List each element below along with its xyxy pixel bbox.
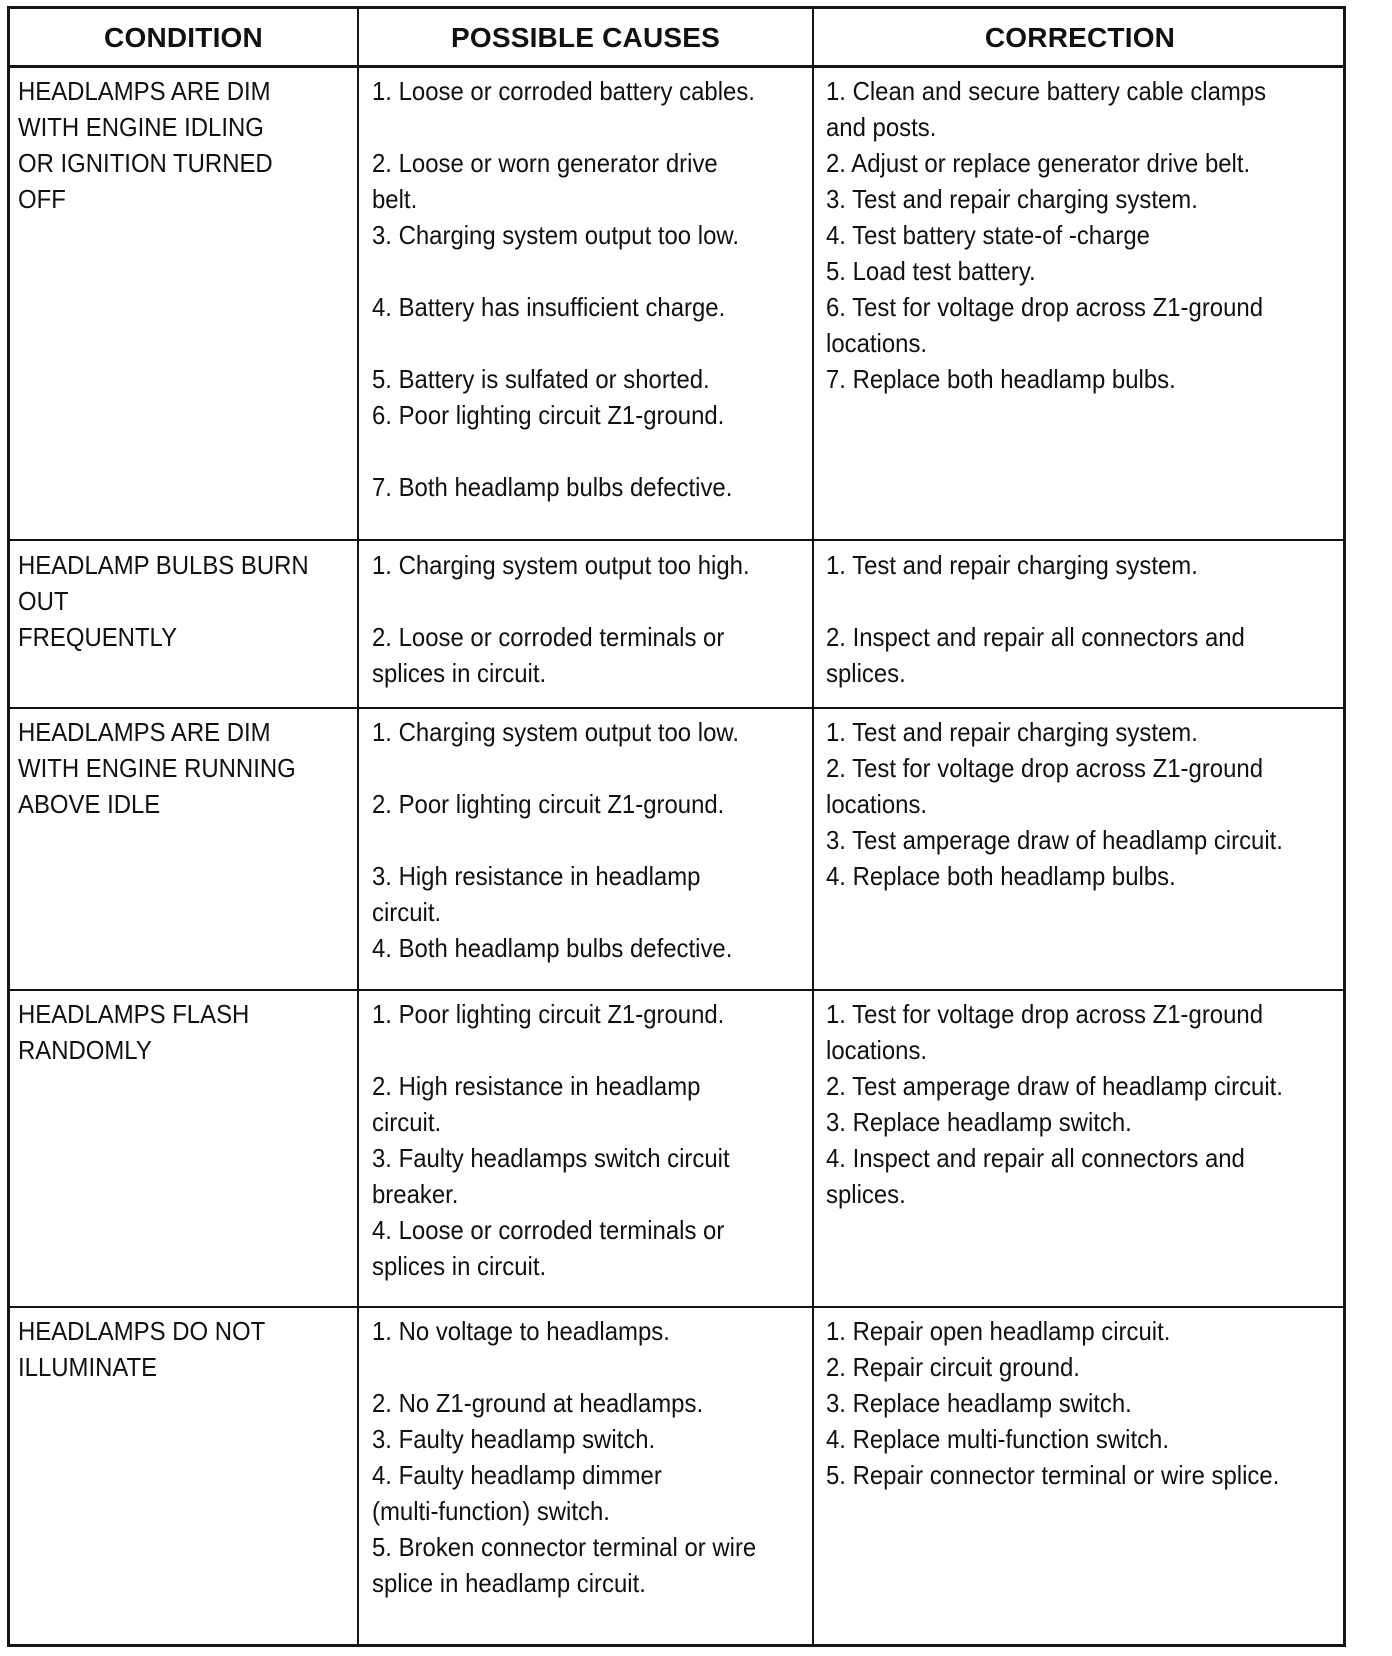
- condition-line: OUT: [18, 586, 69, 616]
- row-divider: [10, 1306, 1343, 1308]
- correction-line: 1. Repair open headlamp circuit.: [826, 1316, 1171, 1346]
- condition-line: HEADLAMPS DO NOT: [18, 1316, 266, 1346]
- causes-line: 2. Poor lighting circuit Z1-ground.: [372, 789, 725, 819]
- condition-line: WITH ENGINE IDLING: [18, 112, 264, 142]
- row-divider: [10, 989, 1343, 991]
- correction-line: locations.: [826, 1035, 928, 1065]
- causes-line: 5. Battery is sulfated or shorted.: [372, 364, 710, 394]
- diagnosis-table: [7, 6, 1346, 1647]
- causes-line: (multi-function) switch.: [372, 1496, 610, 1526]
- correction-line: 1. Clean and secure battery cable clamps: [826, 76, 1267, 106]
- causes-line: breaker.: [372, 1179, 459, 1209]
- condition-line: FREQUENTLY: [18, 622, 178, 652]
- causes-line: 4. Both headlamp bulbs defective.: [372, 933, 733, 963]
- header-condition: CONDITION: [104, 22, 263, 53]
- causes-line: splice in headlamp circuit.: [372, 1568, 646, 1598]
- correction-line: 3. Replace headlamp switch.: [826, 1388, 1132, 1418]
- column-divider: [357, 9, 359, 1644]
- condition-cell: [18, 714, 296, 822]
- causes-line: splices in circuit.: [372, 1251, 547, 1281]
- causes-line: [372, 109, 755, 145]
- correction-line: locations.: [826, 789, 928, 819]
- causes-line: 7. Both headlamp bulbs defective.: [372, 472, 733, 502]
- condition-line: RANDOMLY: [18, 1035, 152, 1065]
- causes-line: 3. High resistance in headlamp: [372, 861, 701, 891]
- correction-line: splices.: [826, 1179, 906, 1209]
- correction-line: 3. Replace headlamp switch.: [826, 1107, 1132, 1137]
- condition-line: HEADLAMPS ARE DIM: [18, 76, 271, 106]
- correction-cell: [826, 547, 1245, 691]
- condition-line: HEADLAMP BULBS BURN: [18, 550, 309, 580]
- condition-line: ILLUMINATE: [18, 1352, 158, 1382]
- condition-cell: [18, 73, 273, 217]
- causes-line: 6. Poor lighting circuit Z1-ground.: [372, 400, 725, 430]
- row-divider: [10, 539, 1343, 541]
- causes-line: [372, 253, 755, 289]
- condition-line: WITH ENGINE RUNNING: [18, 753, 296, 783]
- causes-line: 5. Broken connector terminal or wire: [372, 1532, 757, 1562]
- correction-line: [826, 583, 1245, 619]
- causes-cell: [372, 714, 739, 966]
- correction-line: 1. Test and repair charging system.: [826, 550, 1198, 580]
- causes-line: 2. Loose or worn generator drive: [372, 148, 718, 178]
- causes-cell: [372, 547, 750, 691]
- causes-line: 1. No voltage to headlamps.: [372, 1316, 670, 1346]
- condition-line: OR IGNITION TURNED: [18, 148, 273, 178]
- causes-line: 2. High resistance in headlamp: [372, 1071, 701, 1101]
- correction-line: 7. Replace both headlamp bulbs.: [826, 364, 1176, 394]
- causes-cell: [372, 73, 755, 505]
- causes-line: belt.: [372, 184, 418, 214]
- causes-line: 1. Charging system output too high.: [372, 550, 750, 580]
- causes-line: splices in circuit.: [372, 658, 547, 688]
- correction-cell: [826, 1313, 1279, 1493]
- causes-line: 4. Battery has insufficient charge.: [372, 292, 726, 322]
- causes-cell: [372, 1313, 756, 1601]
- condition-line: OFF: [18, 184, 66, 214]
- correction-line: 4. Test battery state-of -charge: [826, 220, 1150, 250]
- condition-line: ABOVE IDLE: [18, 789, 161, 819]
- causes-line: [372, 822, 739, 858]
- causes-line: 2. No Z1-ground at headlamps.: [372, 1388, 704, 1418]
- condition-line: HEADLAMPS ARE DIM: [18, 717, 271, 747]
- correction-line: 2. Repair circuit ground.: [826, 1352, 1080, 1382]
- correction-line: splices.: [826, 658, 906, 688]
- correction-line: 1. Test for voltage drop across Z1-ground: [826, 999, 1263, 1029]
- correction-cell: [826, 714, 1283, 894]
- correction-line: 4. Replace both headlamp bulbs.: [826, 861, 1176, 891]
- causes-line: [372, 433, 755, 469]
- correction-line: 4. Inspect and repair all connectors and: [826, 1143, 1245, 1173]
- causes-line: circuit.: [372, 897, 442, 927]
- correction-line: 2. Inspect and repair all connectors and: [826, 622, 1245, 652]
- causes-line: [372, 750, 739, 786]
- correction-line: 5. Repair connector terminal or wire splice.: [826, 1460, 1280, 1490]
- condition-cell: [18, 996, 249, 1068]
- correction-line: 2. Adjust or replace generator drive belt.: [826, 148, 1251, 178]
- causes-line: 3. Faulty headlamps switch circuit: [372, 1143, 730, 1173]
- causes-line: 1. Poor lighting circuit Z1-ground.: [372, 999, 725, 1029]
- causes-line: [372, 1032, 730, 1068]
- condition-cell: [18, 547, 309, 655]
- correction-line: 3. Test and repair charging system.: [826, 184, 1198, 214]
- causes-line: [372, 325, 755, 361]
- causes-line: [372, 583, 750, 619]
- causes-line: 1. Loose or corroded battery cables.: [372, 76, 755, 106]
- correction-line: 4. Replace multi-function switch.: [826, 1424, 1170, 1454]
- correction-cell: [826, 996, 1283, 1212]
- causes-line: 4. Loose or corroded terminals or: [372, 1215, 725, 1245]
- column-divider: [812, 9, 814, 1644]
- causes-line: 4. Faulty headlamp dimmer: [372, 1460, 662, 1490]
- condition-cell: [18, 1313, 265, 1385]
- correction-line: locations.: [826, 328, 928, 358]
- causes-line: 3. Faulty headlamp switch.: [372, 1424, 656, 1454]
- causes-line: 3. Charging system output too low.: [372, 220, 739, 250]
- correction-line: 2. Test for voltage drop across Z1-ground: [826, 753, 1263, 783]
- correction-line: 3. Test amperage draw of headlamp circuit.: [826, 825, 1283, 855]
- header-correction: CORRECTION: [984, 22, 1176, 53]
- correction-line: 5. Load test battery.: [826, 256, 1036, 286]
- causes-line: circuit.: [372, 1107, 442, 1137]
- causes-line: [372, 1349, 756, 1385]
- causes-line: 2. Loose or corroded terminals or: [372, 622, 725, 652]
- causes-line: 1. Charging system output too low.: [372, 717, 739, 747]
- correction-line: and posts.: [826, 112, 937, 142]
- correction-line: 6. Test for voltage drop across Z1-ground: [826, 292, 1263, 322]
- header-possible-causes: POSSIBLE CAUSES: [450, 22, 721, 53]
- correction-line: 2. Test amperage draw of headlamp circuit.: [826, 1071, 1283, 1101]
- condition-line: HEADLAMPS FLASH: [18, 999, 250, 1029]
- row-divider: [10, 707, 1343, 709]
- correction-line: 1. Test and repair charging system.: [826, 717, 1198, 747]
- correction-cell: [826, 73, 1266, 397]
- causes-cell: [372, 996, 730, 1284]
